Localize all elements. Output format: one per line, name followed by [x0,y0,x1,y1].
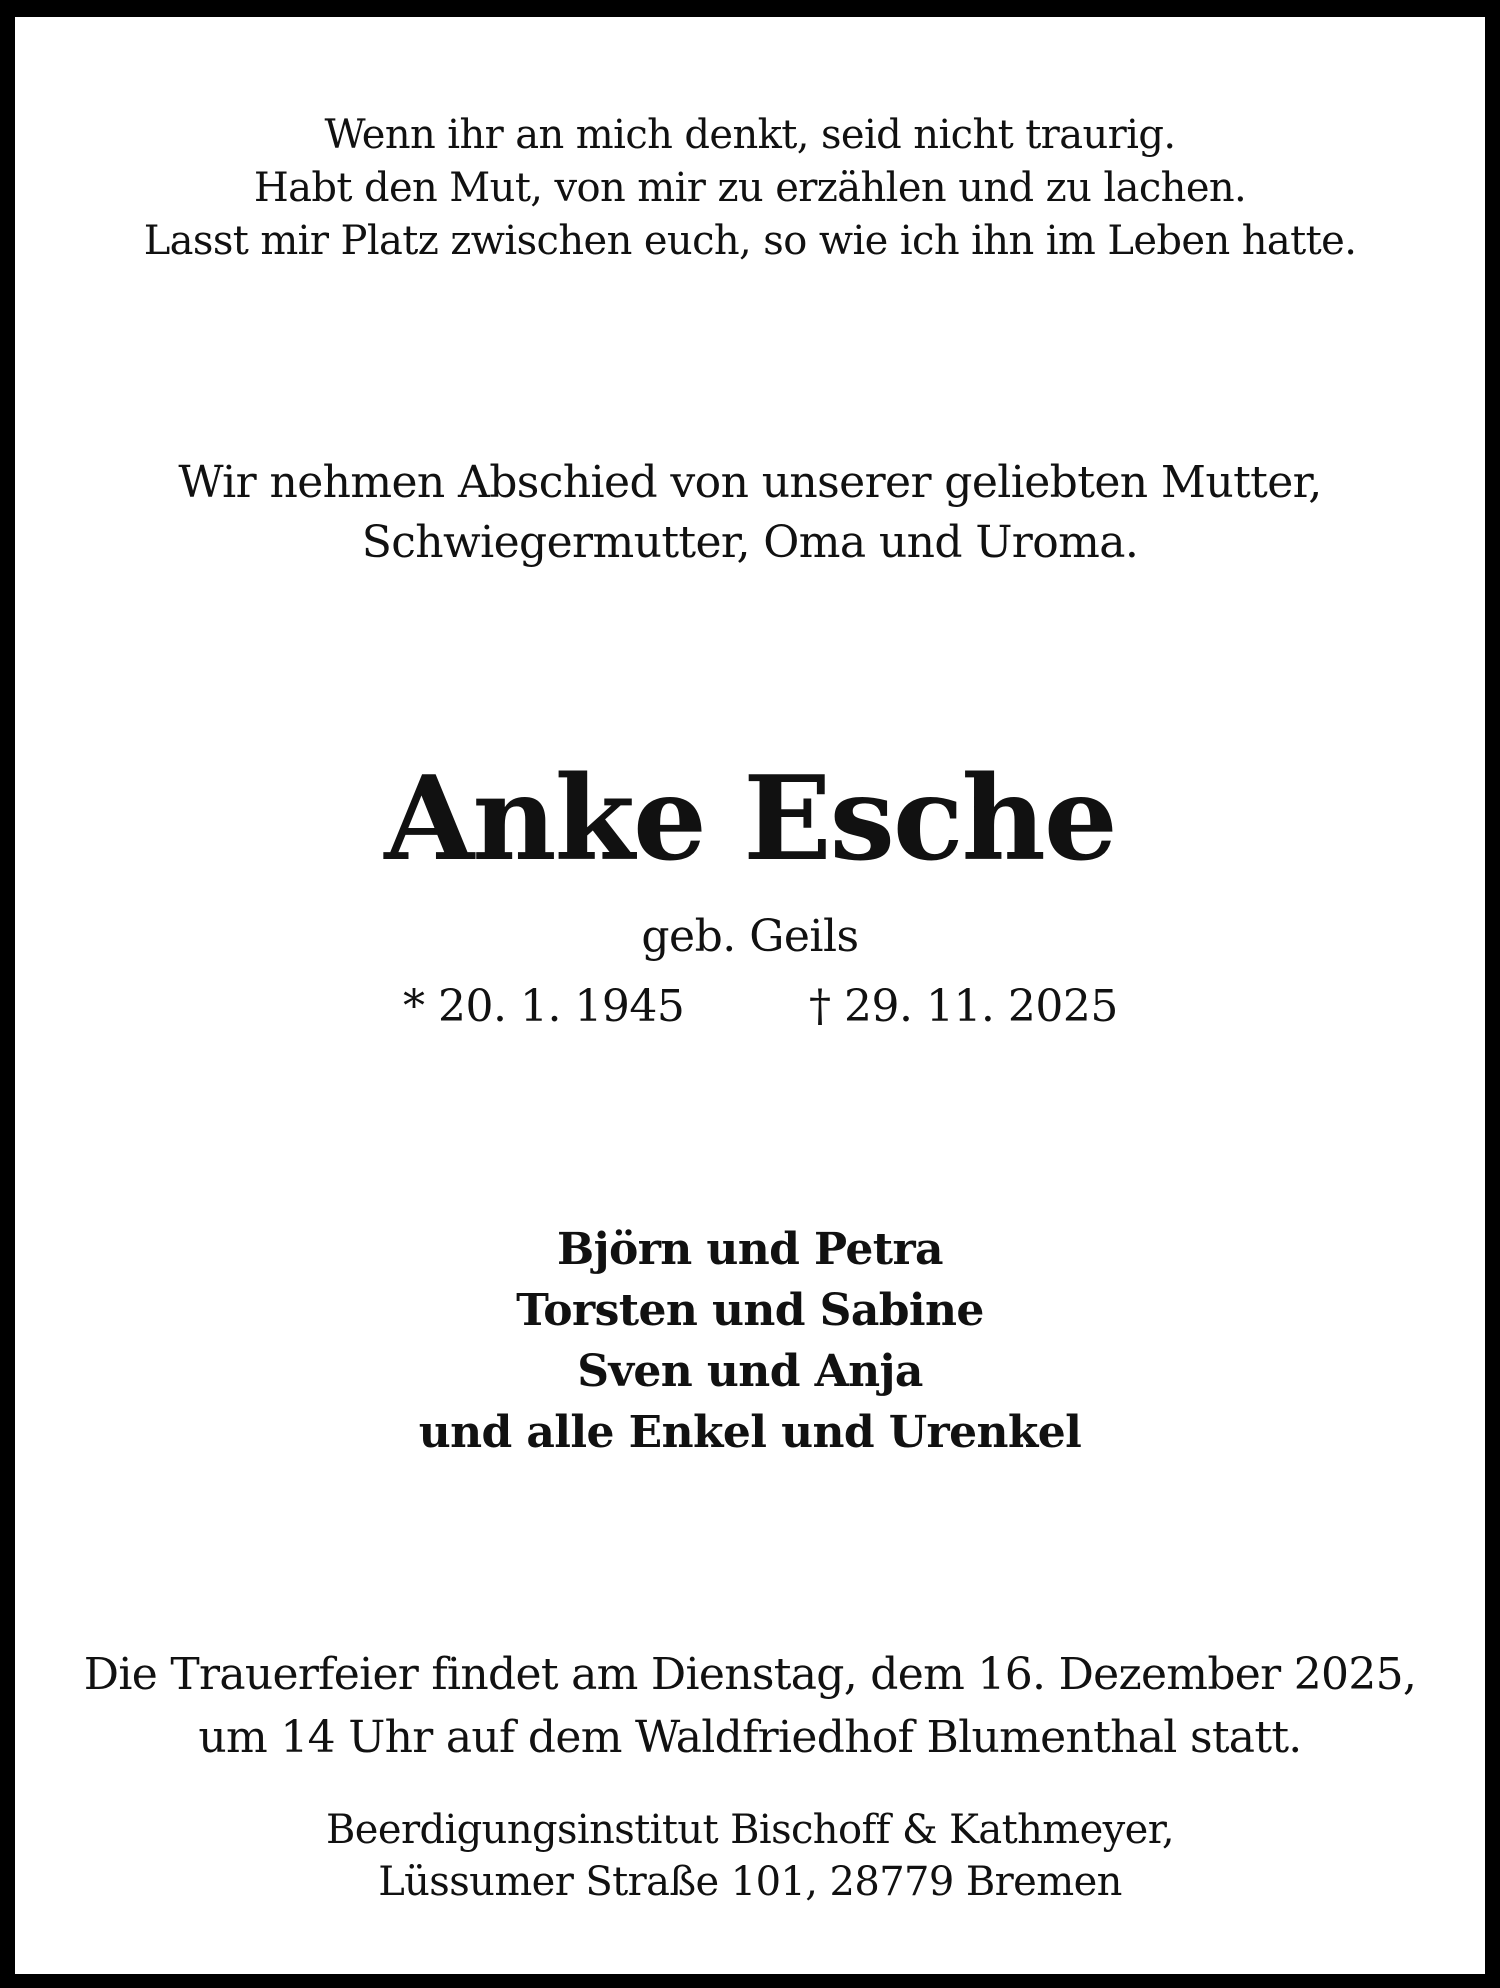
ceremony-line: um 14 Uhr auf dem Waldfriedhof Blumenthal statt. [198,1712,1302,1763]
ceremony-line: Die Trauerfeier findet am Dienstag, dem 16. Dezember 2025, [83,1649,1417,1700]
farewell-line: Schwiegermutter, Oma und Uroma. [361,517,1139,568]
farewell-text [15,453,1485,573]
family-list [15,1219,1485,1463]
death-date: † 29. 11. 2025 [809,981,1118,1032]
poem-line: Habt den Mut, von mir zu erzählen und zu lachen. [253,165,1247,211]
family-line: und alle Enkel und Urenkel [418,1407,1082,1458]
ceremony-info [15,1643,1485,1769]
family-line: Sven und Anja [577,1346,923,1397]
poem-line: Lasst mir Platz zwischen euch, so wie ich ihn im Leben hatte. [143,218,1357,264]
undertaker-line: Lüssumer Straße 101, 28779 Bremen [378,1859,1122,1905]
life-dates [15,979,1485,1035]
undertaker-line: Beerdigungsinstitut Bischoff & Kathmeyer, [326,1807,1174,1853]
farewell-line: Wir nehmen Abschied von unserer geliebten Mutter, [178,457,1322,508]
poem [15,109,1485,268]
birth-date: * 20. 1. 1945 [403,981,685,1032]
family-line: Torsten und Sabine [516,1285,984,1336]
deceased-name: Anke Esche [384,751,1116,887]
undertaker-info [15,1804,1485,1908]
poem-line: Wenn ihr an mich denkt, seid nicht traurig. [324,112,1176,158]
family-line: Björn und Petra [557,1224,943,1275]
maiden-name: geb. Geils [641,911,859,962]
